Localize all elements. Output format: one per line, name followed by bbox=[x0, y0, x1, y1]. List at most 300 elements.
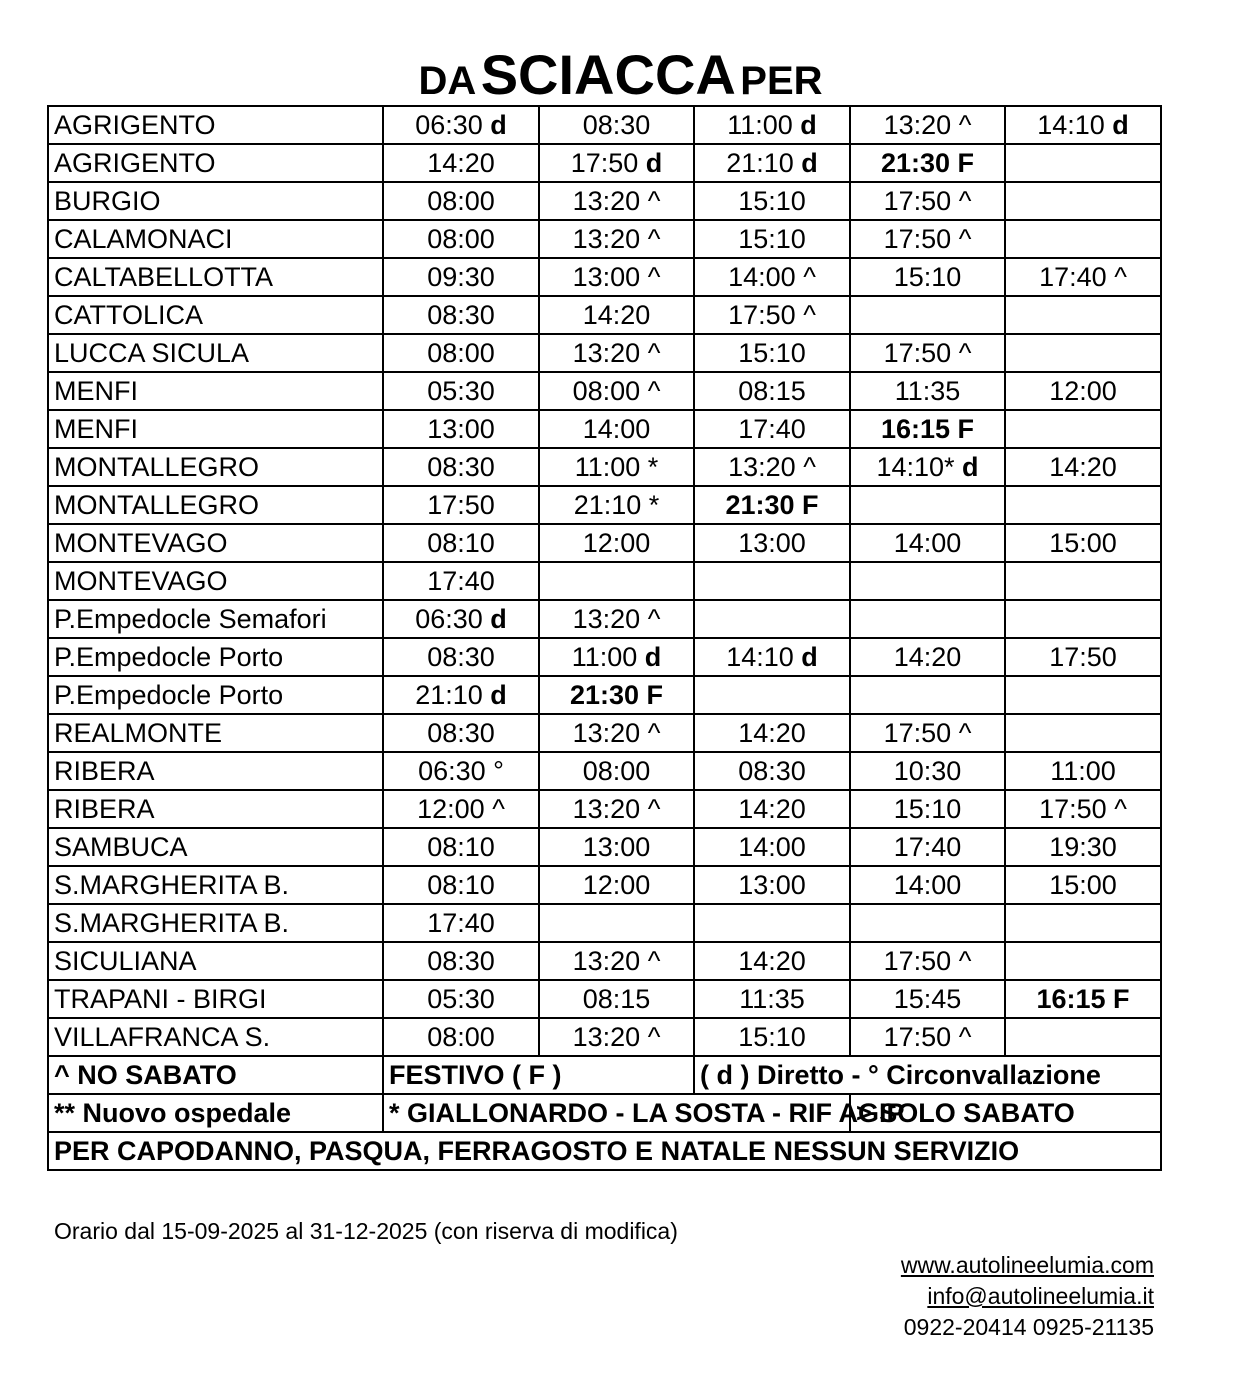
departure-time: 13:00 bbox=[582, 832, 651, 862]
schedule-table bbox=[47, 105, 1162, 1171]
table-row bbox=[48, 1018, 1161, 1056]
departure-time-cell bbox=[1005, 866, 1161, 904]
departure-time: 15:00 bbox=[1049, 870, 1117, 900]
table-row bbox=[48, 866, 1161, 904]
departure-time: 13:20 ^ bbox=[883, 110, 972, 140]
departure-time-cell bbox=[383, 448, 539, 486]
destination-cell: AGRIGENTO bbox=[48, 144, 383, 182]
departure-time-cell bbox=[539, 904, 694, 942]
destination-cell: CALAMONACI bbox=[48, 220, 383, 258]
departure-time-cell bbox=[539, 524, 694, 562]
departure-time: 08:00 bbox=[427, 224, 495, 254]
departure-time-cell bbox=[850, 144, 1005, 182]
departure-time-cell bbox=[539, 182, 694, 220]
page-title bbox=[0, 42, 1241, 107]
departure-time-cell bbox=[539, 942, 694, 980]
departure-time: 12:00 bbox=[582, 528, 651, 558]
departure-time: 08:10 bbox=[427, 832, 495, 862]
departure-time: 11:00 bbox=[1050, 756, 1116, 786]
departure-time: 08:00 bbox=[427, 1022, 495, 1052]
departure-time: 14:10* bbox=[876, 452, 955, 482]
direct-marker: d bbox=[801, 148, 818, 178]
destination-cell: SICULIANA bbox=[48, 942, 383, 980]
table-row bbox=[48, 600, 1161, 638]
departure-time-cell bbox=[694, 828, 850, 866]
departure-time-cell bbox=[850, 106, 1005, 144]
departure-time-cell bbox=[1005, 182, 1161, 220]
departure-time-cell bbox=[694, 790, 850, 828]
departure-time-cell bbox=[539, 1018, 694, 1056]
title-suffix: PER bbox=[740, 59, 823, 103]
departure-time-cell bbox=[1005, 144, 1161, 182]
table-row bbox=[48, 828, 1161, 866]
departure-time-cell bbox=[850, 904, 1005, 942]
phone-numbers: 0922-20414 0925-21135 bbox=[903, 1314, 1154, 1340]
departure-time: 13:00 ^ bbox=[572, 262, 661, 292]
departure-time-cell bbox=[1005, 410, 1161, 448]
legend-diretto: ( d ) Diretto - ° Circonvallazione bbox=[694, 1056, 1161, 1094]
departure-time: 11:00 bbox=[571, 642, 638, 672]
departure-time: 11:00 * bbox=[574, 452, 659, 482]
departure-time-cell bbox=[539, 790, 694, 828]
legend-giallonardo: * GIALLONARDO - LA SOSTA - RIF AGIP bbox=[383, 1094, 850, 1132]
departure-time-cell bbox=[383, 220, 539, 258]
destination-cell: P.Empedocle Porto bbox=[48, 638, 383, 676]
departure-time: 21:10 bbox=[415, 680, 483, 710]
departure-time-cell bbox=[850, 296, 1005, 334]
table-row bbox=[48, 980, 1161, 1018]
departure-time-cell bbox=[850, 410, 1005, 448]
departure-time: 17:50 ^ bbox=[883, 224, 972, 254]
departure-time-cell bbox=[539, 638, 694, 676]
departure-time-cell bbox=[1005, 942, 1161, 980]
departure-time: 15:00 bbox=[1049, 528, 1117, 558]
table-row bbox=[48, 790, 1161, 828]
direct-marker: d bbox=[800, 110, 817, 140]
departure-time-cell bbox=[383, 828, 539, 866]
departure-time-cell bbox=[383, 904, 539, 942]
destination-cell: MONTEVAGO bbox=[48, 562, 383, 600]
title-prefix: DA bbox=[418, 59, 477, 103]
departure-time-cell bbox=[383, 600, 539, 638]
departure-time-cell bbox=[694, 486, 850, 524]
departure-time-cell bbox=[383, 1018, 539, 1056]
departure-time-cell bbox=[694, 676, 850, 714]
departure-time: 08:30 bbox=[427, 452, 495, 482]
departure-time: 14:10 bbox=[726, 642, 794, 672]
departure-time-cell bbox=[850, 524, 1005, 562]
destination-cell: S.MARGHERITA B. bbox=[48, 866, 383, 904]
direct-marker: d bbox=[1112, 110, 1129, 140]
table-row bbox=[48, 714, 1161, 752]
departure-time-cell bbox=[383, 372, 539, 410]
direct-marker: d bbox=[645, 148, 663, 178]
departure-time-cell bbox=[383, 942, 539, 980]
departure-time-cell bbox=[850, 942, 1005, 980]
direct-marker: d bbox=[962, 452, 979, 482]
destination-cell: CALTABELLOTTA bbox=[48, 258, 383, 296]
departure-time-cell bbox=[1005, 334, 1161, 372]
table-row bbox=[48, 410, 1161, 448]
departure-time-cell bbox=[850, 562, 1005, 600]
departure-time-cell bbox=[694, 562, 850, 600]
departure-time-cell bbox=[539, 220, 694, 258]
departure-time-cell bbox=[539, 410, 694, 448]
departure-time: 06:30 ° bbox=[418, 756, 504, 786]
departure-time-cell bbox=[694, 980, 850, 1018]
departure-time: 17:50 bbox=[570, 148, 639, 178]
departure-time-cell bbox=[850, 866, 1005, 904]
departure-time: 06:30 bbox=[415, 110, 483, 140]
departure-time: 14:20 bbox=[738, 794, 806, 824]
departure-time: 13:20 ^ bbox=[572, 794, 661, 824]
departure-time-cell bbox=[694, 638, 850, 676]
direct-marker: d bbox=[644, 642, 662, 672]
departure-time-cell bbox=[383, 258, 539, 296]
departure-time: 17:40 bbox=[427, 566, 495, 596]
departure-time: 17:40 ^ bbox=[1039, 262, 1127, 292]
departure-time-cell bbox=[1005, 676, 1161, 714]
legend-body bbox=[48, 1056, 1161, 1170]
departure-time: 17:50 ^ bbox=[883, 186, 972, 216]
departure-time-cell bbox=[383, 296, 539, 334]
departure-time-cell bbox=[539, 448, 694, 486]
departure-time-cell bbox=[1005, 296, 1161, 334]
departure-time: 17:40 bbox=[738, 414, 806, 444]
departure-time-cell bbox=[694, 258, 850, 296]
table-row bbox=[48, 372, 1161, 410]
departure-time: 15:10 bbox=[738, 186, 806, 216]
departure-time-cell bbox=[850, 372, 1005, 410]
departure-time-cell bbox=[694, 904, 850, 942]
departure-time-cell bbox=[694, 372, 850, 410]
departure-time: 13:20 ^ bbox=[572, 604, 661, 634]
departure-time-cell bbox=[850, 182, 1005, 220]
departure-time: 16:15 F bbox=[1036, 984, 1130, 1014]
departure-time: 16:15 F bbox=[880, 414, 975, 444]
departure-time-cell bbox=[1005, 904, 1161, 942]
table-row bbox=[48, 182, 1161, 220]
departure-time-cell bbox=[539, 372, 694, 410]
departure-time: 08:10 bbox=[427, 870, 495, 900]
departure-time-cell bbox=[1005, 562, 1161, 600]
title-main: SCIACCA bbox=[480, 43, 736, 106]
departure-time-cell bbox=[694, 600, 850, 638]
departure-time-cell bbox=[694, 334, 850, 372]
departure-time: 14:00 ^ bbox=[728, 262, 816, 292]
departure-time-cell bbox=[694, 448, 850, 486]
departure-time-cell bbox=[1005, 220, 1161, 258]
legend-row bbox=[48, 1056, 1161, 1094]
departure-time-cell bbox=[850, 676, 1005, 714]
departure-time: 13:00 bbox=[738, 870, 806, 900]
departure-time: 14:20 bbox=[1049, 452, 1117, 482]
departure-time: 13:20 ^ bbox=[572, 224, 661, 254]
departure-time: 17:40 bbox=[427, 908, 495, 938]
departure-time: 13:20 ^ bbox=[572, 338, 661, 368]
departure-time-cell bbox=[850, 752, 1005, 790]
departure-time: 15:10 bbox=[893, 262, 962, 292]
departure-time-cell bbox=[1005, 714, 1161, 752]
departure-time: 17:50 ^ bbox=[883, 946, 972, 976]
departure-time-cell bbox=[383, 334, 539, 372]
departure-time-cell bbox=[850, 638, 1005, 676]
departure-time: 15:45 bbox=[893, 984, 962, 1014]
departure-time-cell bbox=[694, 524, 850, 562]
departure-time-cell bbox=[383, 524, 539, 562]
departure-time: 08:00 bbox=[582, 756, 651, 786]
destination-cell: S.MARGHERITA B. bbox=[48, 904, 383, 942]
departure-time-cell bbox=[850, 448, 1005, 486]
departure-time-cell bbox=[383, 714, 539, 752]
table-row bbox=[48, 296, 1161, 334]
departure-time-cell bbox=[383, 144, 539, 182]
destination-cell: BURGIO bbox=[48, 182, 383, 220]
destination-cell: RIBERA bbox=[48, 752, 383, 790]
departure-time: 14:20 bbox=[738, 718, 806, 748]
destination-cell: MONTEVAGO bbox=[48, 524, 383, 562]
departure-time: 14:20 bbox=[427, 148, 495, 178]
departure-time: 11:00 bbox=[727, 110, 793, 140]
departure-time: 14:00 bbox=[893, 528, 962, 558]
departure-time-cell bbox=[539, 486, 694, 524]
departure-time-cell bbox=[1005, 828, 1161, 866]
departure-time: 19:30 bbox=[1049, 832, 1117, 862]
departure-time-cell bbox=[1005, 790, 1161, 828]
departure-time-cell bbox=[539, 980, 694, 1018]
departure-time: 08:30 bbox=[427, 946, 495, 976]
contacts bbox=[901, 1250, 1154, 1343]
destination-cell: P.Empedocle Porto bbox=[48, 676, 383, 714]
direct-marker: d bbox=[490, 604, 507, 634]
departure-time: 08:30 bbox=[427, 642, 495, 672]
departure-time: 08:00 ^ bbox=[572, 376, 661, 406]
validity-note: Orario dal 15-09-2025 al 31-12-2025 (con riserva di modifica) bbox=[54, 1218, 678, 1244]
departure-time-cell bbox=[694, 714, 850, 752]
departure-time-cell bbox=[539, 714, 694, 752]
departure-time-cell bbox=[383, 866, 539, 904]
destination-cell: RIBERA bbox=[48, 790, 383, 828]
direct-marker: d bbox=[490, 110, 507, 140]
departure-time: 08:10 bbox=[427, 528, 495, 558]
departure-time-cell bbox=[850, 220, 1005, 258]
destination-cell: VILLAFRANCA S. bbox=[48, 1018, 383, 1056]
departure-time: 14:00 bbox=[582, 414, 651, 444]
departure-time-cell bbox=[694, 410, 850, 448]
legend-solo-sabato: > SOLO SABATO bbox=[850, 1094, 1161, 1132]
departure-time-cell bbox=[694, 220, 850, 258]
departure-time: 17:50 ^ bbox=[728, 300, 816, 330]
email-link[interactable]: info@autolineelumia.it bbox=[927, 1283, 1154, 1309]
departure-time-cell bbox=[539, 866, 694, 904]
departure-time-cell bbox=[850, 828, 1005, 866]
departure-time-cell bbox=[694, 1018, 850, 1056]
departure-time: 09:30 bbox=[427, 262, 495, 292]
departure-time-cell bbox=[539, 752, 694, 790]
departure-time: 15:10 bbox=[738, 338, 806, 368]
legend-row bbox=[48, 1132, 1161, 1170]
departure-time: 15:10 bbox=[738, 224, 806, 254]
departure-time: 12:00 bbox=[582, 870, 651, 900]
departure-time: 13:20 ^ bbox=[572, 186, 661, 216]
departure-time-cell bbox=[694, 942, 850, 980]
departure-time: 17:50 bbox=[427, 490, 495, 520]
departure-time: 08:15 bbox=[738, 376, 806, 406]
departure-time-cell bbox=[850, 790, 1005, 828]
destination-cell: MONTALLEGRO bbox=[48, 486, 383, 524]
departure-time-cell bbox=[1005, 372, 1161, 410]
departure-time-cell bbox=[694, 182, 850, 220]
departure-time: 12:00 ^ bbox=[417, 794, 505, 824]
destination-cell: CATTOLICA bbox=[48, 296, 383, 334]
departure-time-cell bbox=[694, 144, 850, 182]
departure-time: 10:30 bbox=[893, 756, 962, 786]
departure-time: 21:10 * bbox=[573, 490, 660, 520]
table-row bbox=[48, 448, 1161, 486]
direct-marker: d bbox=[490, 680, 507, 710]
departure-time-cell bbox=[383, 752, 539, 790]
table-row bbox=[48, 334, 1161, 372]
departure-time: 14:20 bbox=[582, 300, 651, 330]
departure-time: 13:00 bbox=[738, 528, 806, 558]
departure-time-cell bbox=[1005, 258, 1161, 296]
table-row bbox=[48, 562, 1161, 600]
departure-time: 17:50 ^ bbox=[883, 718, 972, 748]
destination-cell: MONTALLEGRO bbox=[48, 448, 383, 486]
departure-time-cell bbox=[539, 828, 694, 866]
departure-time: 13:20 ^ bbox=[572, 1022, 661, 1052]
departure-time: 08:15 bbox=[582, 984, 651, 1014]
departure-time-cell bbox=[694, 296, 850, 334]
table-row bbox=[48, 258, 1161, 296]
departure-time: 14:00 bbox=[738, 832, 806, 862]
table-row bbox=[48, 144, 1161, 182]
departure-time: 17:50 bbox=[1049, 642, 1117, 672]
departure-time: 17:50 ^ bbox=[883, 1022, 972, 1052]
departure-time-cell bbox=[539, 106, 694, 144]
departure-time: 05:30 bbox=[427, 376, 495, 406]
departure-time-cell bbox=[539, 600, 694, 638]
departure-time-cell bbox=[383, 410, 539, 448]
departure-time: 17:40 bbox=[893, 832, 962, 862]
departure-time-cell bbox=[539, 562, 694, 600]
departure-time-cell bbox=[383, 790, 539, 828]
departure-time-cell bbox=[694, 866, 850, 904]
departure-time: 14:10 bbox=[1037, 110, 1105, 140]
departure-time: 14:00 bbox=[893, 870, 962, 900]
departure-time-cell bbox=[383, 638, 539, 676]
departure-time-cell bbox=[850, 1018, 1005, 1056]
legend-row bbox=[48, 1094, 1161, 1132]
departure-time-cell bbox=[539, 144, 694, 182]
destination-cell: MENFI bbox=[48, 410, 383, 448]
departure-time: 21:30 F bbox=[880, 148, 975, 178]
departure-time: 08:30 bbox=[427, 300, 495, 330]
departure-time: 21:30 F bbox=[569, 680, 664, 710]
departure-time-cell bbox=[383, 980, 539, 1018]
departure-time-cell bbox=[850, 600, 1005, 638]
direct-marker: d bbox=[801, 642, 818, 672]
table-row bbox=[48, 486, 1161, 524]
departure-time: 08:30 bbox=[738, 756, 806, 786]
departure-time-cell bbox=[850, 714, 1005, 752]
departure-time-cell bbox=[1005, 1018, 1161, 1056]
departure-time-cell bbox=[694, 106, 850, 144]
departure-time-cell bbox=[539, 258, 694, 296]
departure-time: 05:30 bbox=[427, 984, 495, 1014]
departure-time: 11:35 bbox=[894, 376, 961, 406]
legend-nuovo-ospedale: ** Nuovo ospedale bbox=[48, 1094, 383, 1132]
departure-time-cell bbox=[1005, 600, 1161, 638]
website-link[interactable]: www.autolineelumia.com bbox=[900, 1252, 1154, 1278]
departure-time: 13:00 bbox=[427, 414, 495, 444]
departure-time-cell bbox=[694, 752, 850, 790]
departure-time: 14:20 bbox=[893, 642, 962, 672]
departure-time: 08:00 bbox=[427, 338, 495, 368]
departure-time-cell bbox=[850, 980, 1005, 1018]
legend-no-sabato: ^ NO SABATO bbox=[48, 1056, 383, 1094]
departure-time-cell bbox=[383, 676, 539, 714]
departure-time-cell bbox=[850, 486, 1005, 524]
destination-cell: P.Empedocle Semafori bbox=[48, 600, 383, 638]
departure-time-cell bbox=[383, 486, 539, 524]
departure-time-cell bbox=[539, 676, 694, 714]
departure-time: 17:50 ^ bbox=[1039, 794, 1127, 824]
legend-no-service: PER CAPODANNO, PASQUA, FERRAGOSTO E NATALE NESSUN SERVIZIO bbox=[48, 1132, 1161, 1170]
departure-time-cell bbox=[1005, 752, 1161, 790]
destination-cell: TRAPANI - BIRGI bbox=[48, 980, 383, 1018]
departure-time: 08:30 bbox=[582, 110, 651, 140]
departure-time-cell bbox=[1005, 106, 1161, 144]
destination-cell: MENFI bbox=[48, 372, 383, 410]
departure-time-cell bbox=[1005, 638, 1161, 676]
destination-cell: SAMBUCA bbox=[48, 828, 383, 866]
departure-time: 13:20 ^ bbox=[572, 718, 661, 748]
departure-time: 13:20 ^ bbox=[572, 946, 661, 976]
table-row bbox=[48, 638, 1161, 676]
departure-time: 08:00 bbox=[427, 186, 495, 216]
departure-time-cell bbox=[850, 258, 1005, 296]
table-row bbox=[48, 220, 1161, 258]
departure-time-cell bbox=[539, 296, 694, 334]
table-row bbox=[48, 524, 1161, 562]
departure-time-cell bbox=[1005, 486, 1161, 524]
departure-time-cell bbox=[850, 334, 1005, 372]
destination-cell: REALMONTE bbox=[48, 714, 383, 752]
departure-time: 15:10 bbox=[738, 1022, 806, 1052]
table-row bbox=[48, 676, 1161, 714]
destination-cell: AGRIGENTO bbox=[48, 106, 383, 144]
departure-time: 06:30 bbox=[415, 604, 483, 634]
departure-time-cell bbox=[1005, 980, 1161, 1018]
table-row bbox=[48, 752, 1161, 790]
table-row bbox=[48, 106, 1161, 144]
departure-time: 11:35 bbox=[739, 984, 805, 1014]
legend-festivo: FESTIVO ( F ) bbox=[383, 1056, 694, 1094]
departure-time: 17:50 ^ bbox=[883, 338, 972, 368]
departure-time: 15:10 bbox=[893, 794, 962, 824]
departure-time-cell bbox=[1005, 524, 1161, 562]
departure-time: 21:30 F bbox=[725, 490, 819, 520]
departure-time: 14:20 bbox=[738, 946, 806, 976]
table-row bbox=[48, 904, 1161, 942]
departure-time: 21:10 bbox=[726, 148, 794, 178]
departure-time-cell bbox=[383, 562, 539, 600]
table-row bbox=[48, 942, 1161, 980]
schedule-body bbox=[48, 106, 1161, 1056]
departure-time-cell bbox=[1005, 448, 1161, 486]
departure-time-cell bbox=[383, 182, 539, 220]
